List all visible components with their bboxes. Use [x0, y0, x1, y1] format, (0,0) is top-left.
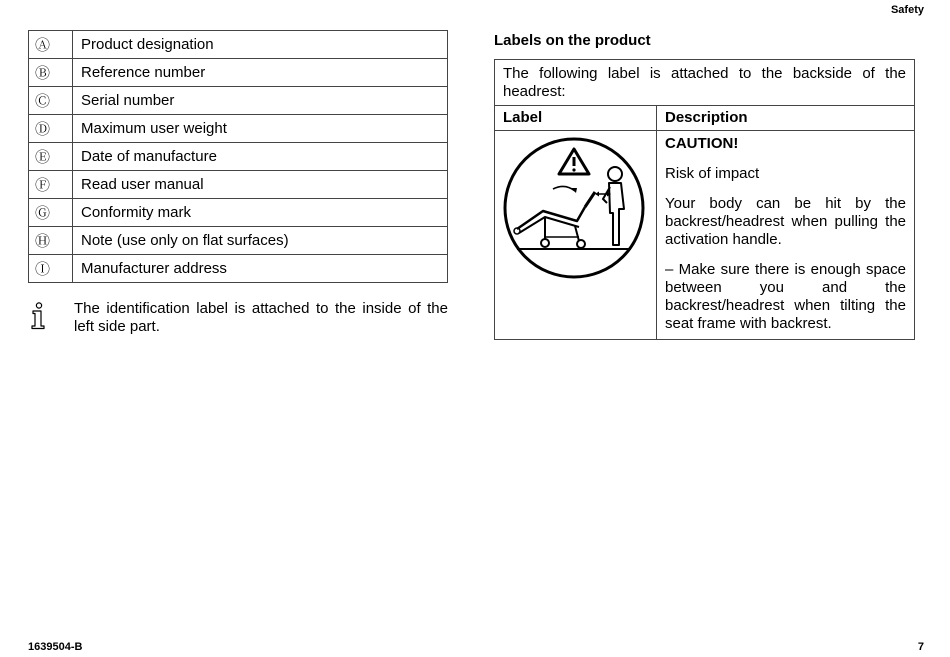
legend-row — [29, 143, 448, 171]
legend-row — [29, 87, 448, 115]
legend-row — [29, 115, 448, 143]
product-labels-table — [494, 59, 915, 340]
legend-text: Read user manual — [73, 171, 448, 199]
legend-row — [29, 227, 448, 255]
legend-text: Note (use only on flat surfaces) — [73, 227, 448, 255]
label-legend-table — [28, 30, 448, 283]
info-icon — [28, 300, 74, 335]
page-number: 7 — [917, 641, 924, 653]
legend-row — [29, 199, 448, 227]
legend-row — [29, 255, 448, 283]
legend-symbol: Ⓗ — [29, 227, 73, 255]
legend-symbol: Ⓒ — [29, 87, 73, 115]
legend-text: Product designation — [73, 31, 448, 59]
col-label-header: Label — [495, 106, 657, 131]
impact-warning-pictogram — [503, 137, 646, 280]
col-description-header: Description — [657, 106, 915, 131]
legend-text: Maximum user weight — [73, 115, 448, 143]
caution-heading: CAUTION! — [665, 135, 739, 152]
legend-symbol: Ⓖ — [29, 199, 73, 227]
legend-symbol: Ⓔ — [29, 143, 73, 171]
legend-text: Manufacturer address — [73, 255, 448, 283]
legend-symbol: Ⓐ — [29, 31, 73, 59]
risk-text: Risk of impact — [665, 165, 760, 182]
body-text: Your body can be hit by the backrest/headrest when pulling the activation handle. — [665, 195, 906, 248]
note-text: The identification label is attached to the inside of the left side part. — [74, 300, 448, 335]
label-description-cell — [657, 131, 915, 340]
legend-text: Date of manufacture — [73, 143, 448, 171]
legend-symbol: Ⓘ — [29, 255, 73, 283]
info-note — [28, 300, 448, 336]
labels-intro: The following label is attached to the backside of the headrest: — [495, 60, 915, 106]
legend-text: Conformity mark — [73, 199, 448, 227]
legend-symbol: Ⓓ — [29, 115, 73, 143]
label-pictogram-cell — [495, 131, 657, 340]
legend-row — [29, 59, 448, 87]
legend-row — [29, 171, 448, 199]
labels-section-title: Labels on the product — [494, 32, 651, 49]
legend-symbol: Ⓑ — [29, 59, 73, 87]
section-header: Safety — [890, 4, 924, 16]
document-number: 1639504-B — [28, 641, 83, 653]
legend-text: Reference number — [73, 59, 448, 87]
instruction-text: – Make sure there is enough space between you and the backrest/headrest when tilting the seat frame with backrest. — [665, 261, 906, 332]
legend-text: Serial number — [73, 87, 448, 115]
legend-symbol: Ⓕ — [29, 171, 73, 199]
legend-row — [29, 31, 448, 59]
